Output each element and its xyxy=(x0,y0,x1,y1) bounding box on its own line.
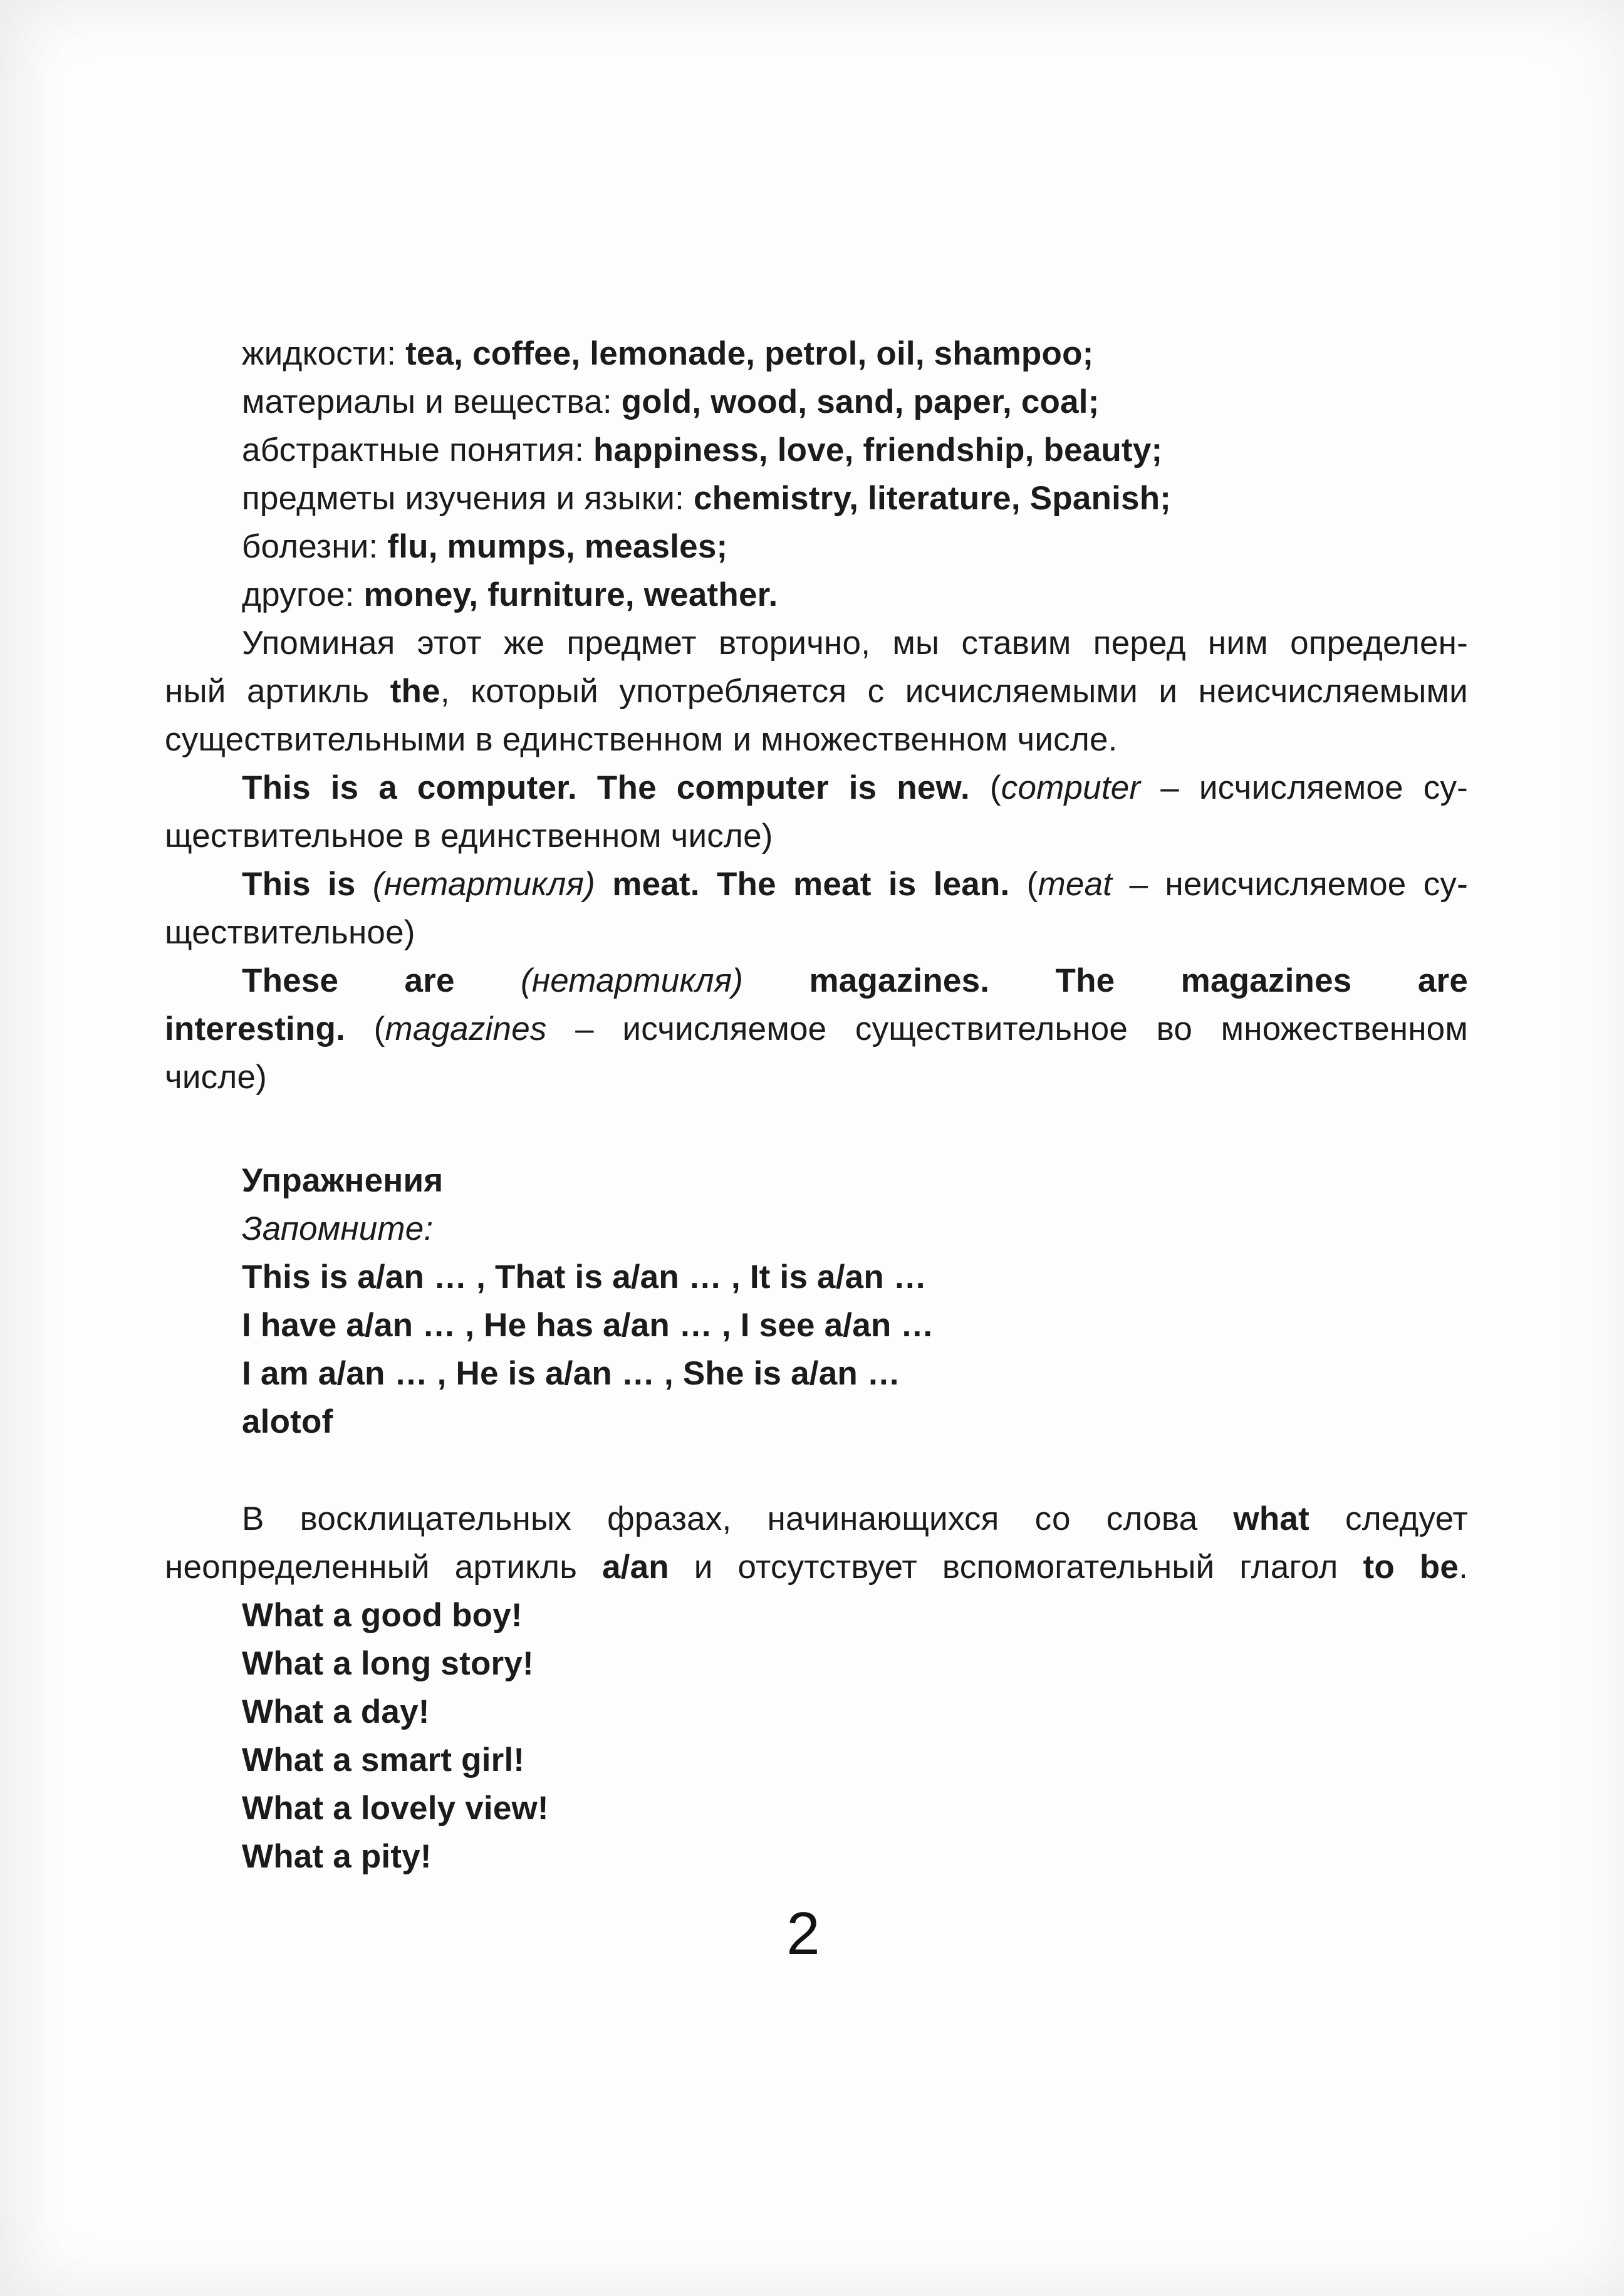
exclamation-line-5 xyxy=(165,1784,1468,1832)
text-segment: What a long story! xyxy=(242,1645,534,1682)
text-segment: предметы изучения и языки: xyxy=(242,480,694,517)
text-segment: What a lovely view! xyxy=(242,1790,549,1827)
text-segment: – исчисляемое су- xyxy=(1140,769,1468,806)
text-segment: Упоминая этот же предмет вторично, мы ставим перед ним определен- xyxy=(242,625,1468,662)
memorize-pattern-line-2 xyxy=(165,1301,1468,1349)
example-meat-line-1 xyxy=(165,860,1468,908)
document-body xyxy=(165,330,1468,1881)
text-segment: другое: xyxy=(242,576,364,613)
text-segment: money, furniture, weather. xyxy=(363,576,778,613)
list-line-other xyxy=(165,571,1468,619)
text-segment: a/an xyxy=(602,1549,669,1586)
text-segment: meat xyxy=(1038,866,1113,903)
memorize-pattern-line-4 xyxy=(165,1398,1468,1446)
text-segment xyxy=(595,866,612,903)
text-segment: This is a computer. The computer is new. xyxy=(242,769,970,806)
text-segment: the xyxy=(390,673,440,710)
text-segment xyxy=(743,962,809,999)
example-magazines-line-2 xyxy=(165,1005,1468,1053)
exclamation-line-6 xyxy=(165,1832,1468,1881)
memorize-pattern-line-3 xyxy=(165,1349,1468,1398)
exclamation-line-3 xyxy=(165,1688,1468,1736)
page-number: 2 xyxy=(786,1900,820,1967)
text-segment: gold, wood, sand, paper, coal; xyxy=(621,383,1100,420)
text-segment: meat. The meat is lean. xyxy=(612,866,1010,903)
text-segment: I have a/an … , He has a/an … , I see a/an … xyxy=(242,1307,934,1344)
example-computer-line-2 xyxy=(165,812,1468,860)
text-segment: материалы и вещества: xyxy=(242,383,622,420)
text-segment: ществительное в единственном числе) xyxy=(165,818,773,855)
example-computer-line-1 xyxy=(165,764,1468,812)
text-segment: – исчисляемое существительное во множественном xyxy=(546,1010,1469,1047)
text-segment: to be xyxy=(1363,1549,1459,1586)
text-segment: . xyxy=(1459,1549,1468,1586)
text-segment: computer xyxy=(1001,769,1141,806)
text-segment: What a good boy! xyxy=(242,1597,523,1634)
exclamation-line-4 xyxy=(165,1736,1468,1784)
text-segment: what xyxy=(1233,1500,1309,1537)
memorize-pattern-line-1 xyxy=(165,1253,1468,1301)
list-line-liquids xyxy=(165,330,1468,378)
exclamation-line-2 xyxy=(165,1639,1468,1688)
text-segment: This is a/an … , That is a/an … , It is a/an … xyxy=(242,1259,927,1296)
text-segment: chemistry, literature, Spanish; xyxy=(693,480,1172,517)
exercises-heading xyxy=(165,1156,1468,1205)
text-segment: What a pity! xyxy=(242,1838,432,1875)
text-segment: В восклицательных фразах, начинающихся со слова xyxy=(242,1500,1234,1537)
text-segment: Запомните: xyxy=(242,1210,434,1247)
text-segment: happiness, love, friendship, beauty; xyxy=(593,432,1163,469)
text-segment: Упражнения xyxy=(242,1162,444,1199)
text-segment: существительными в единственном и множественном числе. xyxy=(165,721,1118,758)
text-segment: What a smart girl! xyxy=(242,1742,525,1779)
list-line-subjects xyxy=(165,474,1468,522)
text-segment: These are xyxy=(242,962,521,999)
para-the-article-line-2 xyxy=(165,667,1468,715)
text-segment: magazines. The magazines are xyxy=(809,962,1468,999)
para-what-line-1 xyxy=(165,1495,1468,1543)
text-segment: tea, coffee, lemonade, petrol, oil, shampoo; xyxy=(405,335,1094,372)
text-segment: ( xyxy=(969,769,1001,806)
text-segment: This is xyxy=(242,866,373,903)
exclamation-line-1 xyxy=(165,1591,1468,1639)
text-segment: и отсутствует вспомогательный глагол xyxy=(669,1549,1363,1586)
remember-label xyxy=(165,1205,1468,1253)
text-segment: magazines xyxy=(385,1010,547,1047)
text-segment: ный артикль xyxy=(165,673,390,710)
example-magazines-line-3 xyxy=(165,1053,1468,1101)
list-line-materials xyxy=(165,378,1468,426)
text-segment: числе) xyxy=(165,1059,267,1096)
text-segment: – неисчисляемое су- xyxy=(1112,866,1468,903)
text-segment: болезни: xyxy=(242,528,388,565)
text-segment: ( xyxy=(345,1010,385,1047)
example-meat-line-2 xyxy=(165,908,1468,957)
para-the-article-line-1 xyxy=(165,619,1468,667)
list-line-abstract xyxy=(165,426,1468,474)
text-segment: flu, mumps, measles; xyxy=(387,528,728,565)
text-segment: (нетартикля) xyxy=(372,866,595,903)
text-segment: следует xyxy=(1309,1500,1469,1537)
text-segment: ществительное) xyxy=(165,914,415,951)
para-what-line-2 xyxy=(165,1543,1468,1591)
text-segment: interesting. xyxy=(165,1010,346,1047)
text-segment: неопределенный артикль xyxy=(165,1549,602,1586)
text-segment: абстрактные понятия: xyxy=(242,432,593,469)
para-the-article-line-3 xyxy=(165,715,1468,764)
text-segment: alotof xyxy=(242,1403,333,1440)
text-segment: ( xyxy=(1009,866,1038,903)
list-line-diseases xyxy=(165,522,1468,571)
text-segment: What a day! xyxy=(242,1693,430,1730)
text-segment: жидкости: xyxy=(242,335,406,372)
text-segment: I am a/an … , He is a/an … , She is a/an … xyxy=(242,1355,901,1392)
text-segment: (нетартикля) xyxy=(521,962,744,999)
text-segment: , который употребляется с исчисляемыми и неисчисляемыми xyxy=(440,673,1468,710)
example-magazines-line-1 xyxy=(165,957,1468,1005)
